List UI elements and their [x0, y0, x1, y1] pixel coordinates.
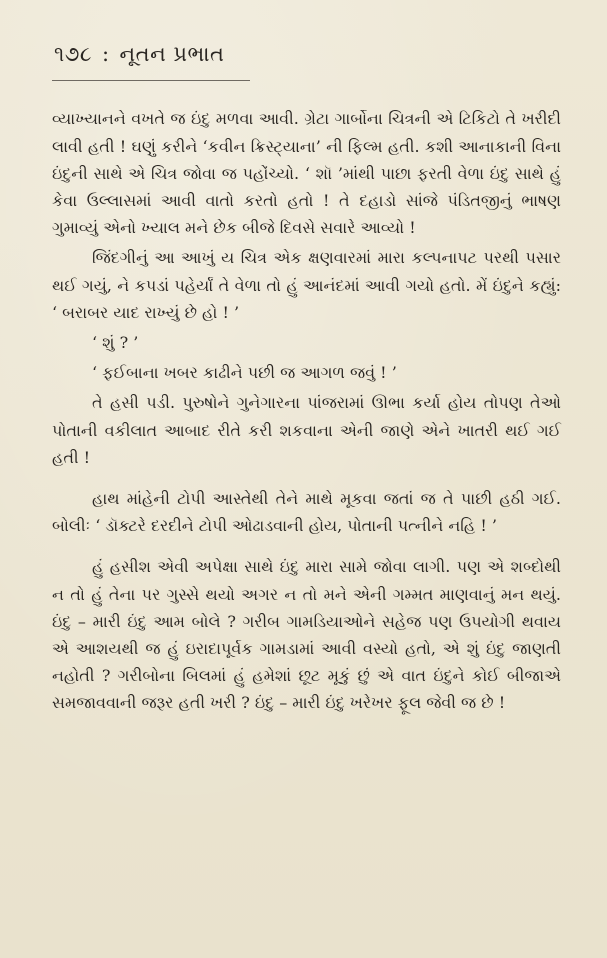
dialog-line-1: ‘ શું ? ’ — [92, 333, 139, 353]
book-title: નૂતન પ્રભાત — [119, 42, 225, 66]
header-separator: : — [101, 42, 110, 66]
paragraph-4: હાથ માંહેની ટોપી આસ્તેથી તેને માથે મૂકવા જતાં જ તે પાછી હઠી ગઈ. બોલીઃ ‘ ડૉક્ટરે દરદીને ટોપી ઓઢાડવાની હોય, પોતાની પત્નીને નહિ ! ’ — [52, 489, 561, 536]
header-rule — [52, 80, 250, 81]
paragraph-5: હું હસીશ એવી અપેક્ષા સાથે ઇંદુ મારા સામે જોવા લાગી. પણ એ શબ્દોથી ન તો હું તેના પર ગુસ્સે થયો અગર ન તો મને એની ગમ્મત માણવાનું મન થયું. ઇંદુ – મારી ઇંદુ આમ બોલે ? ગરીબ ગામડિયાઓને સહેજ પણ ઉપયોગી થવાય એ આશયથી જ હું ઇરાદાપૂર્વક ગામડામાં આવી વસ્યો હતો, એ શું ઇંદુ જાણતી નહોતી ? ગરીબોના બિલમાં હું હમેશાં છૂટ મૂકું છું એ વાત ઇંદુને કોઈ બીજાએ સમજાવવાની જરૂર હતી ખરી ? ઇંદુ – મારી ઇંદુ ખરેખર ફૂલ જેવી જ છે ! — [52, 557, 561, 713]
paragraph-2: જિંદગીનું આ આખું ય ચિત્ર એક ક્ષણવારમાં મારા કલ્પનાપટ પરથી પસાર થઈ ગયું, ને કપડાં પહેર્યાં તે વેળા તો હું આનંદમાં આવી ગયો હતો. મેં ઇંદુને કહ્યું: ‘ બરાબર યાદ રાખ્યું છે હો ! ’ — [52, 248, 561, 322]
page-number: ૧૭૮ — [54, 42, 92, 66]
page-body — [52, 105, 561, 716]
running-head — [54, 40, 561, 68]
paragraph-3: તે હસી પડી. પુરુષોને ગુનેગારના પાંજરામાં ઊભા કર્યા હોય તોપણ તેઓ પોતાની વકીલાત આબાદ રીતે કરી શકવાના એની જાણે એને ખાતરી થઈ ગઈ હતી ! — [52, 393, 561, 467]
dialog-line-2: ‘ ફઈબાના ખબર કાઢીને પછી જ આગળ જવું ! ’ — [92, 363, 397, 383]
paragraph-1: વ્યાખ્યાનને વખતે જ ઇંદુ મળવા આવી. ગ્રેટા ગાર્બોના ચિત્રની એ ટિકિટો તે ખરીદી લાવી હતી ! ઘણું કરીને ‘કવીન ક્રિસ્ટ્યાના’ ની ફિલ્મ હતી. કશી આનાકાની વિના ઇંદુની સાથે એ ચિત્ર જોવા જ પહોંચ્યો. ‘ શૉ ’માંથી પાછા ફરતી વેળા ઇંદુ સાથે હું કેવા ઉલ્લાસમાં આવી વાતો કરતો હતો ! તે દહાડો સાંજે પંડિતજીનું ભાષણ ગુમાવ્યું એનો ખ્યાલ મને છેક બીજે દિવસે સવારે આવ્યો ! — [52, 109, 561, 238]
